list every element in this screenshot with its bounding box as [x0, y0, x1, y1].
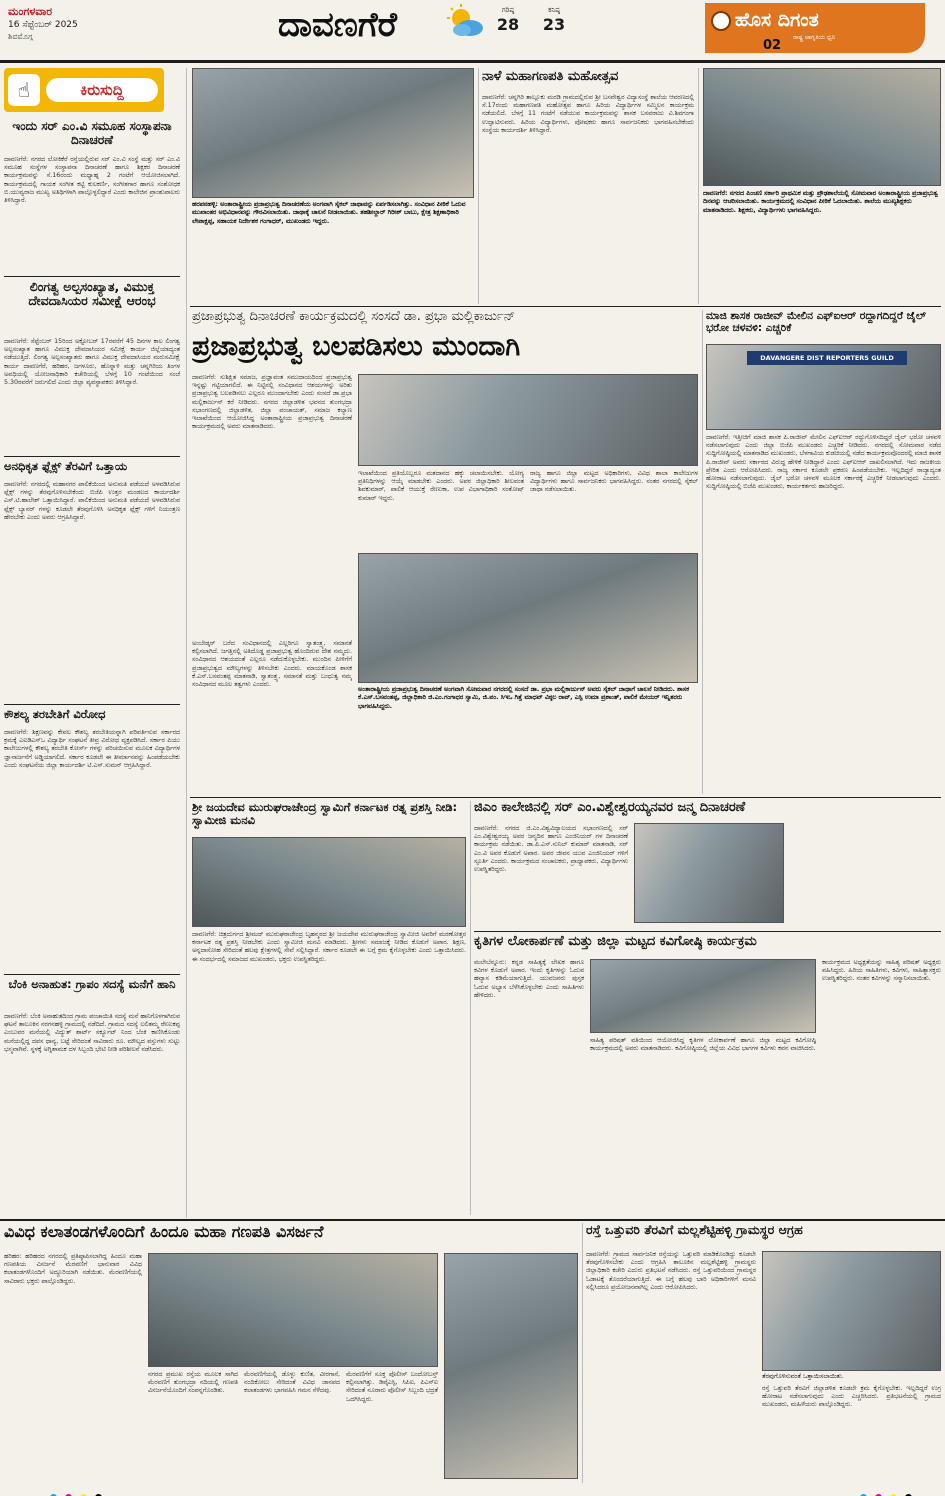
brief-headline: ಅನಧಿಕೃತ ಫ್ಲೆಕ್ಸ್ ತೆರವಿಗೆ ಒತ್ತಾಯ [4, 460, 128, 473]
top-caption-3: ದಾವಣಗೆರೆ: ನಗರದ ಪಿಂಚಣಿ ಸರ್ಕಾರಿ ಪ್ರಾಥಮಿಕ ಮತ್ತು ಪ್ರೌಢಶಾಲೆಯಲ್ಲಿ ಸೋಮವಾರ ಅಂತಾರಾಷ್ಟ್ರೀಯ ಪ್ರಜಾಪ್ರಭುತ್ವ ದಿನವನ್ನು ಆಚರಿಸಲಾಯಿತು. ಕಾರ್ಯಕ್ರಮದಲ್ಲಿ ಸಂವಿಧಾನ ಪೀಠಿಕೆ ಓದಲಾಯಿತು. ಶಾಲೆಯ ಮುಖ್ಯಶಿಕ್ಷಕರು ಮಾತನಾಡಿದರು. ಶಿಕ್ಷಕರು, ವಿದ್ಯಾರ್ಥಿಗಳು ಭಾಗವಹಿಸಿದ್ದರು. [703, 190, 938, 214]
max-temp-label: ಗರಿಷ್ಠ [501, 6, 515, 14]
section-rule [190, 306, 941, 307]
max-temp-value: 28 [496, 15, 520, 34]
lead-body-col2: ಇಲಾಖೆಯಿಂದ ಪ್ರತಿಯೊಬ್ಬರೂ ಮತದಾನದ ಹಕ್ಕು ಚಲಾಯಿಸಬೇಕು. ಯೋಗ್ಯ ಪ್ರತಿನಿಧಿಗಳನ್ನು ಆಯ್ಕೆ ಮಾಡಬೇಕು ಎಂದರು. ಅಪರ ಜಿಲ್ಲಾಧಿಕಾರಿ ಶೀಲವಂತ ಶಿವಕುಮಾರ್, ಪಾಲಿಕೆ ಆಯುಕ್ತೆ ರೇಣುಕಾ, ಉಪ ವಿಭಾಗಾಧಿಕಾರಿ ಸಂತೋಷ್ ಕುಮಾರ್ ಇದ್ದರು. [358, 470, 524, 502]
sidebar-rule [4, 456, 180, 457]
column-divider [698, 68, 699, 304]
issue-place: ಶಿವಮೊಗ್ಗ [8, 32, 33, 41]
story-body: ಮೆರವಣಿಗೆಗೆ ಸೂಕ್ತ ಪೊಲೀಸ್ ಬಂದೋಬಸ್ತ್ ಕಲ್ಪಿಸಲಾಗಿತ್ತು. ಡಿವೈಎಸ್ಪಿ, ಸಿಪಿಐ, ಪಿಎಸ್ಐ ಸೇರಿದಂತೆ ನೂರಾರು ಪೊಲೀಸ್ ಸಿಬ್ಬಂದಿ ಭದ್ರತೆ ಒದಗಿಸಿದ್ದರು. [346, 1371, 438, 1403]
brief-headline: ಇಂದು ಸರ್ ಎಂ.ವಿ ಸಮೂಹ ಸಂಸ್ಥಾಪನಾ ದಿನಾಚರಣೆ [12, 120, 172, 147]
max-temp-block [488, 6, 528, 46]
mid-left-story [192, 801, 466, 1215]
issue-date: 16 ಸೆಪ್ಟೆಂಬರ್ 2025 [8, 20, 78, 30]
bottom-left-photo-2 [444, 1253, 578, 1479]
bottom-left-photo [148, 1253, 438, 1367]
brief-headline: ಲಿಂಗತ್ವ ಅಲ್ಪಸಂಖ್ಯಾತ, ವಿಮುಕ್ತ ದೇವದಾಸಿಯರ ಸಮೀಕ್ಷೆ ಆರಂಭ [28, 280, 156, 309]
story-body: ಮೆರವಣಿಗೆಯಲ್ಲಿ ಡೊಳ್ಳು ಕುಣಿತ, ವೀರಗಾಸೆ, ನಂದಿಕೋಲು ಸೇರಿದಂತೆ ವಿವಿಧ ಜಾನಪದ ಕಲಾತಂಡಗಳು ಭಾಗವಹಿಸಿ ಗಮನ ಸೆಳೆದವು. [244, 1371, 340, 1395]
lead-body-col1b: ಅಂಬೇಡ್ಕರ್ ಬರೆದ ಸಂವಿಧಾನದಲ್ಲಿ ಎಲ್ಲರಿಗೂ ಸ್ವಾತಂತ್ರ್ಯ, ಸಮಾನತೆ ಕಲ್ಪಿಸಲಾಗಿದೆ. ಜಗತ್ತಿನಲ್ಲಿ ಅತಿದೊಡ್ಡ ಪ್ರಜಾಪ್ರಭುತ್ವ ಹೊಂದಿರುವ ದೇಶ ನಮ್ಮದು. ಸಂವಿಧಾನದ ಆಶಯದಂತೆ ಎಲ್ಲರೂ ನಡೆದುಕೊಳ್ಳಬೇಕು. ಮುಂದಿನ ಪೀಳಿಗೆಗೆ ಪ್ರಜಾಪ್ರಭುತ್ವದ ಮೌಲ್ಯಗಳನ್ನು ತಿಳಿಸಬೇಕು ಎಂದರು. ಮಾಯಕೊಂಡ ಶಾಸಕ ಕೆ.ಎಸ್.ಬಸವಂತಪ್ಪ ಮಾತನಾಡಿ, ಸ್ವಾತಂತ್ರ್ಯ, ಸಮಾನತೆ ಮತ್ತು ಬಂಧುತ್ವ ನಮ್ಮ ಸಂವಿಧಾನದ ಮೂಲ ತತ್ವಗಳು ಎಂದರು. [192, 640, 352, 689]
photo-caption: ತೆರವುಗೊಳಿಸುವಂತೆ ಒತ್ತಾಯಿಸಲಾಯಿತು. [762, 1373, 844, 1380]
sidebar-rule [4, 974, 180, 975]
city-title: ದಾವಣಗೆರೆ [278, 5, 397, 45]
mid-right-story [474, 801, 941, 929]
bottom-right-photo [762, 1251, 941, 1371]
brief-headline: ಬೆಂಕಿ ಅನಾಹುತ: ಗ್ರಾಪಂ ಸದಸ್ಯೆ ಮನೆಗೆ ಹಾನಿ [8, 978, 176, 991]
story-body: ಸಾಹಿತ್ಯ ಪರಿಷತ್ ವತಿಯಿಂದ ಆಯೋಜಿಸಿದ್ದ ಕೃತಿಗಳ ಲೋಕಾರ್ಪಣೆ ಹಾಗೂ ಜಿಲ್ಲಾ ಮಟ್ಟದ ಕವಿಗೋಷ್ಠಿ ಕಾರ್ಯಕ್ರಮದಲ್ಲಿ ಅವರು ಮಾತನಾಡಿದರು. ಕವಿಗೋಷ್ಠಿಯಲ್ಲಿ ಜಿಲ್ಲೆಯ ವಿವಿಧ ಭಾಗಗಳ ಕವಿಗಳು ಕವನ ವಾಚಿಸಿದರು. [590, 1037, 816, 1053]
story-headline: ವಿವಿಧ ಕಲಾತಂಡಗಳೊಂದಿಗೆ ಹಿಂದೂ ಮಹಾ ಗಣಪತಿ ವಿಸರ್ಜನೆ [4, 1223, 324, 1241]
brief-3 [4, 460, 180, 700]
lead-photo-1 [358, 374, 698, 466]
section-rule [0, 1219, 945, 1221]
min-temp-label: ಕನಿಷ್ಠ [548, 6, 560, 14]
lead-headline: ಪ್ರಜಾಪ್ರಭುತ್ವ ಬಲಪಡಿಸಲು ಮುಂದಾಗಿ [192, 331, 521, 362]
masthead [0, 0, 945, 64]
top-photo-1 [192, 68, 474, 198]
sidebar-title: ಕಿರುಸುದ್ದಿ [46, 78, 158, 102]
guild-banner: DAVANGERE DIST REPORTERS GUILD [747, 351, 907, 365]
story-body: ದಾವಣಗೆರೆ: ಚನ್ನಗಿರಿ ತಾಲ್ಲೂಕು ಮರಡಿ ಗ್ರಾಮದಲ್ಲಿರುವ ಶ್ರೀ ಬಸವೇಶ್ವರ ವಿದ್ಯಾಸಂಸ್ಥೆ ಶಾಲೆಯ ಆವರಣದಲ್ಲಿ ಸೆ.17ರಂದು ಮಹಾಗಣಪತಿ ಮಹೋತ್ಸವ ಹಾಗೂ ಹಿರಿಯ ವಿದ್ಯಾರ್ಥಿಗಳ ಸಮ್ಮಿಲನ ಕಾರ್ಯಕ್ರಮ ನಡೆಯಲಿದೆ. ಬೆಳಗ್ಗೆ 11 ಗಂಟೆಗೆ ನಡೆಯುವ ಕಾರ್ಯಕ್ರಮವನ್ನು ಶಾಸಕ ಬಸವರಾಜು ವಿ.ಶಿವಗಂಗಾ ಉದ್ಘಾಟಿಸುವರು. ಹಿರಿಯ ವಿದ್ಯಾರ್ಥಿಗಳು, ಪೋಷಕರು ಹಾಗೂ ಸಾರ್ವಜನಿಕರು ಭಾಗವಹಿಸಬೇಕೆಂದು ಸಂಸ್ಥೆಯ ಕಾರ್ಯದರ್ಶಿ ತಿಳಿಸಿದ್ದಾರೆ. [482, 94, 694, 134]
story-body: ದಾವಣಗೆರೆ: ಚಿತ್ರದುರ್ಗದ ಶ್ರೀಮದ್ ಮುರುಘರಾಜೇಂದ್ರ ಬೃಹನ್ಮಠದ ಶ್ರೀ ಜಯದೇವ ಮುರುಘರಾಜೇಂದ್ರ ಸ್ವಾಮೀಜಿ ಅವರಿಗೆ ಮರಣೋತ್ತರ ಕರ್ನಾಟಕ ರತ್ನ ಪ್ರಶಸ್ತಿ ನೀಡಬೇಕು ಎಂದು ಸ್ವಾಮೀಜಿ ಮನವಿ ಮಾಡಿದರು. ಶ್ರೀಗಳು ಸಮಾಜಕ್ಕೆ ನೀಡಿದ ಕೊಡುಗೆ ಅಪಾರ. ಶಿಕ್ಷಣ, ಅನ್ನದಾಸೋಹ ಸೇರಿದಂತೆ ಹಲವು ಕ್ಷೇತ್ರಗಳಲ್ಲಿ ಸೇವೆ ಸಲ್ಲಿಸಿದ್ದಾರೆ. ಸರ್ಕಾರ ಕೂಡಲೇ ಈ ಬಗ್ಗೆ ಕ್ರಮ ಕೈಗೊಳ್ಳಬೇಕು ಎಂದು ಒತ್ತಾಯಿಸಿದರು. ಈ ಸಂದರ್ಭದಲ್ಲಿ ಸಮಾಜದ ಮುಖಂಡರು, ಭಕ್ತರು ಉಪಸ್ಥಿತರಿದ್ದರು. [192, 931, 466, 963]
mid-right-photo [634, 823, 784, 923]
lead-photo-2 [358, 553, 698, 683]
story-body: ದಾವಣಗೆರೆ: ನಗರದ ಜಿ.ಎಂ.ವಿಶ್ವವಿದ್ಯಾಲಯದ ಸಭಾಂಗಣದಲ್ಲಿ ಸರ್ ಎಂ.ವಿಶ್ವೇಶ್ವರಯ್ಯ ಅವರ ಜನ್ಮದಿನ ಹಾಗೂ ಎಂಜಿನಿಯರ್ ಗಳ ದಿನಾಚರಣೆ ಕಾರ್ಯಕ್ರಮ ನಡೆಯಿತು. ಡಾ.ಪಿ.ಎಸ್.ಸುನಿಲ್ ಕುಮಾರ್ ಮಾತನಾಡಿ, ಸರ್ ಎಂ.ವಿ ಅವರ ಕೊಡುಗೆ ಅಪಾರ. ಅವರ ಜೀವನ ಯುವ ಎಂಜಿನಿಯರ್ ಗಳಿಗೆ ಸ್ಫೂರ್ತಿ ಎಂದರು. ಕಾರ್ಯಕ್ರಮದ ಸಂಚಾಲಕರು, ಪ್ರಾಧ್ಯಾಪಕರು, ವಿದ್ಯಾರ್ಥಿಗಳು ಉಪಸ್ಥಿತರಿದ್ದರು. [474, 825, 628, 874]
brief-body: ದಾವಣಗೆರೆ: ಬೆಂಕಿ ಅನಾಹುತದಿಂದ ಗ್ರಾಮ ಪಂಚಾಯಿತಿ ಸದಸ್ಯೆ ಮನೆ ಹಾನಿಗೊಳಗಾಗಿರುವ ಘಟನೆ ತಾಲೂಕಿನ ನರಗನಹಳ್ಳಿ ಗ್ರಾಮದಲ್ಲಿ ನಡೆದಿದೆ. ಗ್ರಾಮದ ಸದಸ್ಯೆ ಲಲಿತಮ್ಮ ರೇಣುಕಪ್ಪ ಎಂಬುವರ ಮನೆಯಲ್ಲಿ ವಿದ್ಯುತ್ ಶಾರ್ಟ್ ಸರ್ಕ್ಯೂಟ್ ನಿಂದ ಬೆಂಕಿ ಕಾಣಿಸಿಕೊಂಡು ಮನೆಯಲ್ಲಿದ್ದ ದವಸ ಧಾನ್ಯ, ಬಟ್ಟೆ ಸೇರಿದಂತೆ ಸಾವಿರಾರು ರೂ. ಮೌಲ್ಯದ ವಸ್ತುಗಳು ಸುಟ್ಟು ಭಸ್ಮವಾಗಿವೆ. ಸ್ಥಳಕ್ಕೆ ಅಗ್ನಿಶಾಮಕ ದಳ ಸಿಬ್ಬಂದಿ ಭೇಟಿ ನೀಡಿ ಪರಿಶೀಲನೆ ನಡೆಸಿದರು. [4, 1013, 180, 1053]
print-color-marks [50, 1486, 110, 1494]
print-color-marks [860, 1486, 920, 1494]
brief-headline: ಕೌಶಲ್ಯ ತರಬೇತಿಗೆ ವಿರೋಧ [4, 708, 106, 721]
weather-icon [445, 4, 485, 40]
sidebar [4, 68, 182, 1218]
logo-mark-icon [711, 11, 731, 31]
paper-logo [705, 3, 925, 53]
brief-body: ದಾವಣಗೆರೆ: ಶಿಕ್ಷಣವನ್ನು ಕೇವಲ ಕೌಶಲ್ಯ ತರಬೇತಿಯನ್ನಾಗಿ ಪರಿವರ್ತಿಸುವ ಸರ್ಕಾರದ ಕ್ರಮಕ್ಕೆ ಎಐಡಿಎಸ್ಒ ವಿದ್ಯಾರ್ಥಿ ಸಂಘಟನೆ ತೀವ್ರ ವಿರೋಧ ವ್ಯಕ್ತಪಡಿಸಿದೆ. ಸರ್ಕಾರ ಪಿಯು ಕಾಲೇಜುಗಳಲ್ಲಿ ಕೌಶಲ್ಯ ತರಬೇತಿ ಕೋರ್ಸ್ ಗಳನ್ನು ಪರಿಚಯಿಸುವ ಮೂಲಕ ವಿದ್ಯಾರ್ಥಿಗಳ ಜ್ಞಾನಾರ್ಜನೆಗೆ ಅಡ್ಡಿಯಾಗಲಿದೆ. ಸರ್ಕಾರ ಕೂಡಲೇ ಈ ತೀರ್ಮಾನವನ್ನು ಹಿಂಪಡೆಯಬೇಕು ಎಂದು ಸಂಘಟನೆಯ ಜಿಲ್ಲಾ ಕಾರ್ಯದರ್ಶಿ ಟಿ.ಎಸ್.ಸುಮನ್ ಆಗ್ರಹಿಸಿದ್ದಾರೆ. [4, 729, 180, 769]
right-story [706, 310, 941, 794]
mid-left-photo [192, 837, 466, 927]
bottom-left-story [4, 1223, 578, 1483]
column-divider [582, 1223, 583, 1483]
story-body: ಹರಿಹರ: ಹರಿಹರದ ನಗರದಲ್ಲಿ ಪ್ರತಿಷ್ಠಾಪಿಸಲಾಗಿದ್ದ ಹಿಂದೂ ಮಹಾ ಗಣಪತಿಯ ವಿಸರ್ಜನೆ ಮೆರವಣಿಗೆ ಭಾನುವಾರ ವಿವಿಧ ಕಲಾತಂಡಗಳೊಂದಿಗೆ ಅದ್ದೂರಿಯಾಗಿ ನಡೆಯಿತು. ಮೆರವಣಿಗೆಯಲ್ಲಿ ಸಾವಿರಾರು ಭಕ್ತರು ಪಾಲ್ಗೊಂಡಿದ್ದರು. [4, 1253, 142, 1285]
story-body: ಮಲೇಬೆನ್ನೂರು: ಕನ್ನಡ ಸಾಹಿತ್ಯಕ್ಕೆ ಲೇಖಕ ಹಾಗೂ ಕವಿಗಳ ಕೊಡುಗೆ ಅಪಾರ. ಇಂದು ಕೃತಿಗಳನ್ನು ಓದುವ ಹವ್ಯಾಸ ಕಡಿಮೆಯಾಗುತ್ತಿದೆ. ಯುವಜನರು ಪುಸ್ತಕ ಓದುವ ಅಭ್ಯಾಸ ಬೆಳೆಸಿಕೊಳ್ಳಬೇಕು ಎಂದು ಸಾಹಿತಿಗಳು ಹೇಳಿದರು. [474, 959, 584, 999]
column-divider [470, 801, 471, 1215]
story-headline: ನಾಳೆ ಮಹಾಗಣಪತಿ ಮಹೋತ್ಸವ [482, 70, 619, 84]
sidebar-badge [4, 68, 164, 112]
top-caption-1: ಹರಪನಹಳ್ಳಿ: ಅಂತಾರಾಷ್ಟ್ರೀಯ ಪ್ರಜಾಪ್ರಭುತ್ವ ದಿನಾಚರಣೆಯ ಅಂಗವಾಗಿ ಸೈಕಲ್ ಜಾಥಾವನ್ನು ಏರ್ಪಡಿಸಲಾಗಿತ್ತು. ಸಂವಿಧಾನ ಪೀಠಿಕೆ ಓದುವ ಮುಖಾಂತರ ಅಭಿವಿಧಾನವನ್ನು ಗೌರವಿಸಲಾಯಿತು. ಜಾಥಾಕ್ಕೆ ಚಾಲನೆ ನೀಡಲಾಯಿತು. ತಹಶೀಲ್ದಾರ್ ಗಿರೀಶ್ ಬಾಬು, ಕ್ಷೇತ್ರ ಶಿಕ್ಷಣಾಧಿಕಾರಿ ಲೇಪಾಕ್ಷಪ್ಪ, ಸಹಾಯಕ ನಿರ್ದೇಶಕ ಗಂಗಾಧರ್, ಮುಖಂಡರು ಇದ್ದರು. [192, 201, 466, 225]
story-body: ರಸ್ತೆ ಒತ್ತುವರಿ ತೆರವಿಗೆ ಜಿಲ್ಲಾಡಳಿತ ಕೂಡಲೇ ಕ್ರಮ ಕೈಗೊಳ್ಳಬೇಕು. ಇಲ್ಲದಿದ್ದರೆ ಉಗ್ರ ಹೋರಾಟ ನಡೆಸಲಾಗುವುದು ಎಂದು ಎಚ್ಚರಿಸಿದರು. ಪ್ರತಿಭಟನೆಯಲ್ಲಿ ಗ್ರಾಮದ ಮುಖಂಡರು, ಮಹಿಳೆಯರು ಪಾಲ್ಗೊಂಡಿದ್ದರು. [762, 1385, 941, 1409]
issue-day: ಮಂಗಳವಾರ [8, 5, 53, 18]
story-headline: ರಸ್ತೆ ಒತ್ತುವರಿ ತೆರವಿಗೆ ಮಲ್ಲಶೆಟ್ಟಿಹಳ್ಳಿ ಗ್ರಾಮಸ್ಥರ ಆಗ್ರಹ [586, 1223, 803, 1237]
brief-4 [4, 708, 180, 970]
sidebar-rule [4, 276, 180, 277]
section-rule [190, 797, 941, 798]
column-divider [702, 310, 703, 794]
top-photo-3 [703, 68, 941, 186]
lead-kicker: ಪ್ರಜಾಪ್ರಭುತ್ವ ದಿನಾಚರಣೆ ಕಾರ್ಯಕ್ರಮದಲ್ಲಿ ಸಂಸದೆ ಡಾ. ಪ್ರಭಾ ಮಲ್ಲಿಕಾರ್ಜುನ್ [192, 310, 516, 324]
lead-photo-caption: ಅಂತಾರಾಷ್ಟ್ರೀಯ ಪ್ರಜಾಪ್ರಭುತ್ವ ದಿನಾಚರಣೆ ಅಂಗವಾಗಿ ಸೋಮವಾರ ನಗರದಲ್ಲಿ ಸಂಸದೆ ಡಾ. ಪ್ರಭಾ ಮಲ್ಲಿಕಾರ್ಜುನ್ ಅವರು ಸೈಕಲ್ ಜಾಥಾಗೆ ಚಾಲನೆ ನೀಡಿದರು. ಶಾಸಕ ಕೆ.ಎಸ್.ಬಸವಂತಪ್ಪ, ಜಿಲ್ಲಾಧಿಕಾರಿ ಜಿ.ಎಂ.ಗಂಗಾಧರ ಸ್ವಾಮಿ, ಜಿ.ಪಂ. ಸಿಇಒ ಗಿತ್ತೆ ಮಾಧವ್ ವಿಠ್ಠಲ ರಾವ್, ಎಸ್ಪಿ ಉಮಾ ಪ್ರಶಾಂತ್, ಪಾಲಿಕೆ ಮೇಯರ್ ಇನ್ನಿತರರು ಭಾಗವಹಿಸಿದ್ದರು. [358, 686, 689, 710]
brief-body: ದಾವಣಗೆರೆ: ನಗರದ ಲೋಕಿಕೆರೆ ರಸ್ತೆಯಲ್ಲಿರುವ ಸರ್ ಎಂ.ವಿ ಸಂಸ್ಥೆ ಮತ್ತು ಸರ್ ಎಂ.ವಿ ಸಮೂಹ ಸಂಸ್ಥೆಗಳ ಸಂಸ್ಥಾಪನಾ ದಿನಾಚರಣೆ ಹಾಗೂ ಶಿಕ್ಷಕರ ದಿನಾಚರಣೆ ಕಾರ್ಯಕ್ರಮವನ್ನು ಸೆ.16ರಂದು ಮಧ್ಯಾಹ್ನ 2 ಗಂಟೆಗೆ ಆಯೋಜಿಸಲಾಗಿದೆ. ಕಾರ್ಯಕ್ರಮದಲ್ಲಿ ಗಾಯಕ ಸಂಗೀತ ಕಟ್ಟಿ ಕುಲಕರ್ಣಿ, ಸಂಗೀತಗಾರ ಹಾಗೂ ಸಂಶೋಧಕ ಬಿ.ಯುವ್ವರಾಜ ಮುಖ್ಯ ಅತಿಥಿಗಳಾಗಿ ಪಾಲ್ಗೊಳ್ಳಲಿದ್ದಾರೆ ಎಂದು ಕಾಲೇಜಿನ ಪ್ರಾಂಶುಪಾಲರು ತಿಳಿಸಿದ್ದಾರೆ. [4, 156, 180, 205]
masthead-rule [0, 60, 945, 63]
sidebar-rule [4, 704, 180, 705]
brief-body: ದಾವಣಗೆರೆ: ನಗರದಲ್ಲಿ ಮಹಾನಗರ ಪಾಲಿಕೆಯಿಂದ ಅನುಮತಿ ಪಡೆಯದೆ ಅಳವಡಿಸಿರುವ ಫ್ಲೆಕ್ಸ್ ಗಳನ್ನು ತೆರವುಗೊಳಿಸಬೇಕೆಂದು ಬಿಜೆಪಿ ಉತ್ತರ ಮಂಡಲದ ಕಾರ್ಯದರ್ಶಿ ಎಸ್.ಟಿ.ಹಾಲೇಶ್ ಒತ್ತಾಯಿಸಿದ್ದಾರೆ. ಪಾಲಿಕೆಯಿಂದ ಅನುಮತಿ ಪಡೆಯದೆ ಅಳವಡಿಸಿರುವ ಫ್ಲೆಕ್ಸ್ ಬ್ಯಾನರ್ ಗಳನ್ನು ಕೂಡಲೇ ತೆರವುಗೊಳಿಸಿ ಅನಧಿಕೃತ ಫ್ಲೆಕ್ಸ್ ಗಳಿಗೆ ನಿಯಂತ್ರಣ ಹೇರಬೇಕು ಎಂದು ಅವರು ಆಗ್ರಹಿಸಿದ್ದಾರೆ. [4, 481, 180, 521]
column-divider [478, 68, 479, 304]
brief-5 [4, 978, 180, 1214]
hand-icon: ☝ [8, 74, 40, 106]
story-headline: ಶ್ರೀ ಜಯದೇವ ಮುರುಘರಾಜೇಂದ್ರ ಸ್ವಾಮಿಗೆ ಕರ್ನಾಟಕ ರತ್ನ ಪ್ರಶಸ್ತಿ ನೀಡಿ: ಸ್ವಾಮೀಜಿ ಮನವಿ [192, 801, 458, 828]
brief-body: ದಾವಣಗೆರೆ: ಸೆಪ್ಟೆಂಬರ್ 15ರಿಂದ ಅಕ್ಟೋಬರ್ 17ರವರೆಗೆ 45 ದಿನಗಳ ಕಾಲ ಲಿಂಗತ್ವ ಅಲ್ಪಸಂಖ್ಯಾತ ಹಾಗೂ ವಿಮುಕ್ತ ದೇವದಾಸಿಯರ ಸಮೀಕ್ಷೆ ಕಾರ್ಯ ಜಿಲ್ಲೆಯಾದ್ಯಂತ ನಡೆಯುತ್ತಿದೆ. ಲಿಂಗತ್ವ ಅಲ್ಪಸಂಖ್ಯಾತರು ಹಾಗೂ ವಿಮುಕ್ತ ದೇವದಾಸಿಯರ ಮರುಸಮೀಕ್ಷೆ ಕಾರ್ಯ ದಾವಣಗೆರೆ, ಹರಿಹರ, ಜಗಳೂರು, ಹೊನ್ನಾಳಿ ಮತ್ತು ಚನ್ನಗಿರಿಯ ತಿಂಗಳ ಅವಧಿಯಲ್ಲಿ ಯೋಜನಾಧಿಕಾರಿ ಕಚೇರಿಯಲ್ಲಿ ಬೆಳಗ್ಗೆ 10 ಗಂಟೆಯಿಂದ ಸಂಜೆ 5.30ರವರೆಗೆ ಜರುಗಲಿದೆ ಎಂದು ಜಿಲ್ಲಾ ವ್ಯವಸ್ಥಾಪಕರು ತಿಳಿಸಿದ್ದಾರೆ. [4, 338, 180, 387]
kavi-story [474, 935, 941, 1215]
kavi-photo [590, 959, 816, 1033]
min-temp-value: 23 [542, 15, 566, 34]
story-body: ದಾವಣಗೆರೆ: ಗ್ರಾಮದ ಸಾರ್ವಜನಿಕ ರಸ್ತೆಯನ್ನು ಒತ್ತುವರಿ ಮಾಡಿಕೊಂಡಿದ್ದು ಕೂಡಲೇ ತೆರವುಗೊಳಿಸಬೇಕು ಎಂದು ಆಗ್ರಹಿಸಿ ತಾಲೂಕಿನ ಮಲ್ಲಶೆಟ್ಟಿಹಳ್ಳಿ ಗ್ರಾಮಸ್ಥರು ಜಿಲ್ಲಾಧಿಕಾರಿ ಕಚೇರಿ ಎದುರು ಪ್ರತಿಭಟನೆ ನಡೆಸಿದರು. ರಸ್ತೆ ಒತ್ತುವರಿಯಿಂದ ಗ್ರಾಮಸ್ಥರ ಓಡಾಟಕ್ಕೆ ತೊಂದರೆಯಾಗುತ್ತಿದೆ. ಈ ಬಗ್ಗೆ ಹಲವು ಬಾರಿ ಅಧಿಕಾರಿಗಳಿಗೆ ಮನವಿ ಸಲ್ಲಿಸಿದರೂ ಪ್ರಯೋಜನವಾಗಿಲ್ಲ ಎಂದು ಆರೋಪಿಸಿದರು. [586, 1251, 756, 1291]
lead-body-col1: ದಾವಣಗೆರೆ: ಸುಶಿಕ್ಷಿತ ಸಮಾಜ, ಪ್ರಜ್ಞಾವಂತ ಸಮುದಾಯದಿಂದ ಪ್ರಜಾಪ್ರಭುತ್ವ ಇನ್ನಷ್ಟು ಗಟ್ಟಿಯಾಗಲಿದೆ. ಈ ನಿಟ್ಟಿನಲ್ಲಿ ಸಂವಿಧಾನದ ಆಶಯಗಳನ್ನು ಅರಿತು ಪ್ರಜಾಪ್ರಭುತ್ವ ಬಲಪಡಿಸಲು ಎಲ್ಲರೂ ಮುಂದಾಗಬೇಕು ಎಂದು ಸಂಸದೆ ಡಾ.ಪ್ರಭಾ ಮಲ್ಲಿಕಾರ್ಜುನ್ ಕರೆ ನೀಡಿದರು. ನಗರದ ಜಿಲ್ಲಾಡಳಿತ ಭವನದ ತುಂಗಭದ್ರಾ ಸಭಾಂಗಣದಲ್ಲಿ ಜಿಲ್ಲಾಡಳಿತ, ಜಿಲ್ಲಾ ಪಂಚಾಯತ್, ಸಮಾಜ ಕಲ್ಯಾಣ ಇಲಾಖೆಯಿಂದ ಆಯೋಜಿಸಿದ್ದ ಅಂತಾರಾಷ್ಟ್ರೀಯ ಪ್ರಜಾಪ್ರಭುತ್ವ ದಿನಾಚರಣೆ ಕಾರ್ಯಕ್ರಮದಲ್ಲಿ ಅವರು ಮಾತನಾಡಿದರು. [192, 374, 352, 431]
min-temp-block [534, 6, 574, 46]
column-divider [186, 68, 187, 1218]
section-rule [474, 931, 941, 932]
story-body: ನಗರದ ಪ್ರಮುಖ ರಸ್ತೆಯ ಮೂಲಕ ಸಾಗಿದ ಮೆರವಣಿಗೆ ತುಂಗಭದ್ರಾ ನದಿಯಲ್ಲಿ ಗಣಪತಿ ವಿಸರ್ಜನೆಯೊಂದಿಗೆ ಸಂಪನ್ನಗೊಂಡಿತು. [148, 1371, 238, 1395]
right-photo [706, 344, 941, 430]
bottom-right-story [586, 1223, 941, 1483]
page-number: 02 [763, 38, 782, 53]
paper-tagline: ರಾಷ್ಟ್ರ ಜಾಗೃತಿಯ ಧ್ವನಿ [793, 34, 836, 41]
story-headline: ಕೃತಿಗಳ ಲೋಕಾರ್ಪಣೆ ಮತ್ತು ಜಿಲ್ಲಾ ಮಟ್ಟದ ಕವಿಗೋಷ್ಠಿ ಕಾರ್ಯಕ್ರಮ [474, 935, 757, 949]
story-body: ದಾವಣಗೆರೆ: ಇತ್ತೀಚಿಗೆ ಮಾಜಿ ಶಾಸಕ ಪಿ.ರಾಜೀವ್ ಮೇಲಿನ ಎಫ್ಐಆರ್ ರದ್ದುಗೊಳಿಸದಿದ್ದರೆ ಜೈಲ್ ಭರೋ ಚಳವಳಿ ನಡೆಸಲಾಗುವುದು ಎಂದು ಜಿಲ್ಲಾ ಬಿಜೆಪಿ ಮುಖಂಡರು ಎಚ್ಚರಿಕೆ ನೀಡಿದರು. ನಗರದಲ್ಲಿ ಸೋಮವಾರ ನಡೆದ ಸುದ್ದಿಗೋಷ್ಠಿಯಲ್ಲಿ ಮಾತನಾಡಿದ ಮುಖಂಡರು, ಬೆಳಗಾವಿಯ ಕುಡಚಿಯಲ್ಲಿ ನಡೆದ ಕಾರ್ಯಕ್ರಮವೊಂದರಲ್ಲಿ ಮಾಜಿ ಶಾಸಕ ಪಿ.ರಾಜೀವ್ ಅವರು ಸರ್ಕಾರದ ವಿರುದ್ಧ ಹೇಳಿಕೆ ನೀಡಿದ್ದಾರೆ ಎಂದು ಎಫ್ಐಆರ್ ದಾಖಲಿಸಲಾಗಿದೆ. ಇದು ರಾಜಕೀಯ ಪ್ರೇರಿತ ಎಂದು ಆರೋಪಿಸಿದರು. ರಾಜ್ಯ ಸರ್ಕಾರ ಕೂಡಲೇ ಪ್ರಕರಣ ಹಿಂಪಡೆಯಬೇಕು. ಇಲ್ಲದಿದ್ದರೆ ರಾಜ್ಯಾದ್ಯಂತ ಹೋರಾಟ ನಡೆಸಲಾಗುವುದು. ಜೈಲ್ ಭರೋ ಚಳವಳಿ ಮೂಲಕ ಸರ್ಕಾರಕ್ಕೆ ಎಚ್ಚರಿಕೆ ನೀಡಲಾಗುವುದು ಎಂದರು. ಸುದ್ದಿಗೋಷ್ಠಿಯಲ್ಲಿ ಬಿಜೆಪಿ ಮುಖಂಡರು, ಕಾರ್ಯಕರ್ತರು ಹಾಜರಿದ್ದರು. [706, 434, 941, 491]
lead-body-col3: ರಾಜ್ಯ ಹಾಗೂ ಜಿಲ್ಲಾ ಮಟ್ಟದ ಅಧಿಕಾರಿಗಳು, ವಿವಿಧ ಶಾಲಾ ಕಾಲೇಜುಗಳ ವಿದ್ಯಾರ್ಥಿಗಳು ಹಾಗೂ ಸಾರ್ವಜನಿಕರು ಭಾಗವಹಿಸಿದ್ದರು. ನಂತರ ನಗರದಲ್ಲಿ ಸೈಕಲ್ ಜಾಥಾ ನಡೆಸಲಾಯಿತು. [530, 470, 698, 494]
top-story-2 [482, 70, 694, 302]
story-body: ಕಾರ್ಯಕ್ರಮದ ಅಧ್ಯಕ್ಷತೆಯನ್ನು ಸಾಹಿತ್ಯ ಪರಿಷತ್ ಅಧ್ಯಕ್ಷರು ವಹಿಸಿದ್ದರು. ಹಿರಿಯ ಸಾಹಿತಿಗಳು, ಕವಿಗಳು, ಸಾಹಿತ್ಯಾಸಕ್ತರು ಉಪಸ್ಥಿತರಿದ್ದರು. ನಂತರ ಕವಿಗಳನ್ನು ಸನ್ಮಾನಿಸಲಾಯಿತು. [822, 959, 941, 983]
story-headline: ಜಿಎಂ ಕಾಲೇಜಿನಲ್ಲಿ ಸರ್ ಎಂ.ವಿಶ್ವೇಶ್ವರಯ್ಯನವರ ಜನ್ಮ ದಿನಾಚರಣೆ [474, 801, 746, 815]
story-headline: ಮಾಜಿ ಶಾಸಕ ರಾಜೀವ್ ಮೇಲಿನ ಎಫ್ಐಆರ್ ರದ್ದಾಗದಿದ್ದರೆ ಜೈಲ್ ಭರೋ ಚಳವಳಿ: ಎಚ್ಚರಿಕೆ [706, 310, 927, 335]
paper-name: ಹೊಸ ದಿಗಂತ [735, 9, 819, 31]
masthead-date-block [8, 5, 158, 49]
